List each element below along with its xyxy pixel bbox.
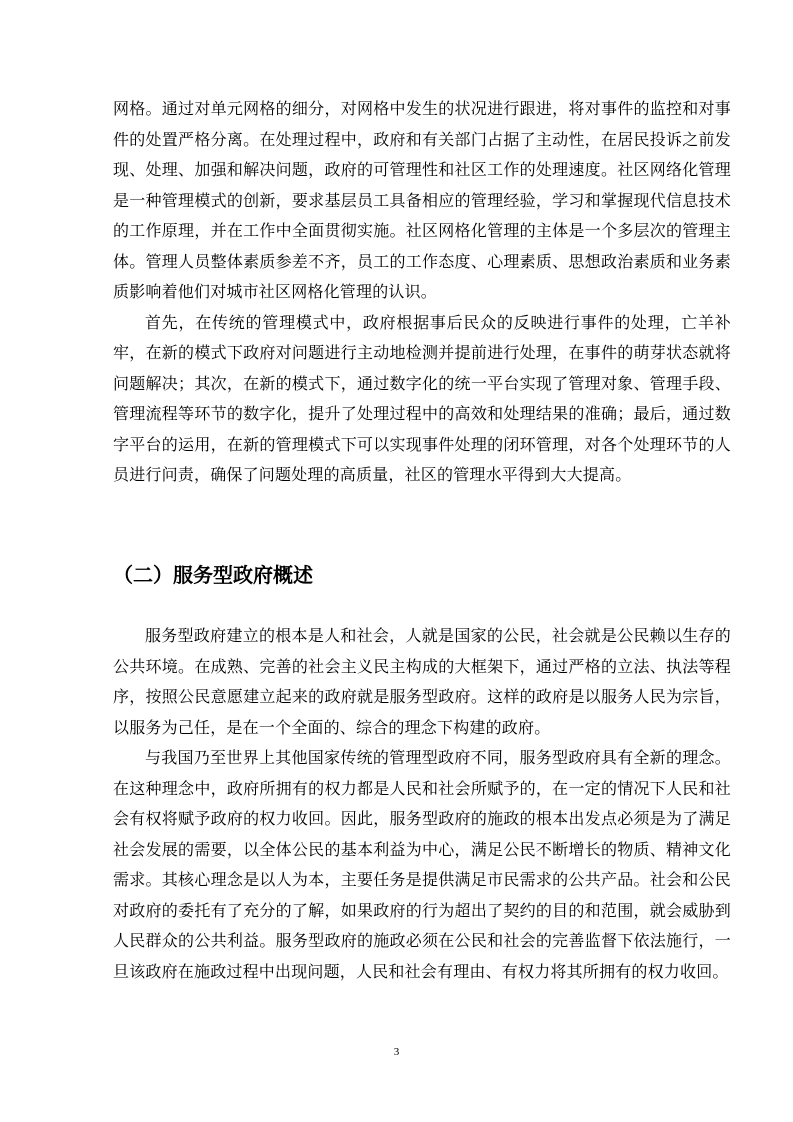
paragraph-service-government-definition: 服务型政府建立的根本是人和社会，人就是国家的公民，社会就是公民赖以生存的公共环境。在成熟、完善的社会主义民主构成的大框架下，通过严格的立法、执法等程序，按照公民意愿建立起来的政府就是服务型政府。这样的政府是以服务人民为宗旨，以服务为己任，是在一个全面的、综合的理念下构建的政府。 (113, 626, 731, 737)
section-lower (113, 621, 731, 987)
paragraph-comparison: 首先，在传统的管理模式中，政府根据事后民众的反映进行事件的处理，亡羊补牢，在新的模式下政府对问题进行主动地检测并提前进行处理，在事件的萌芽状态就将问题解决；其次，在新的模式下，通过数字化的统一平台实现了管理对象、管理手段、管理流程等环节的数字化，提升了处理过程中的高效和处理结果的准确；最后，通过数字平台的运用，在新的管理模式下可以实现事件处理的闭环管理，对各个处理环节的人员进行问责，确保了问题处理的高质量，社区的管理水平得到大大提高。 (113, 312, 731, 484)
paragraph-grid-management: 网格。通过对单元网格的细分，对网格中发生的状况进行跟进，将对事件的监控和对事件的处置严格分离。在处理过程中，政府和有关部门占据了主动性，在居民投诉之前发现、处理、加强和解决问题，政府的可管理性和社区工作的处理速度。社区网络化管理是一种管理模式的创新，要求基层员工具备相应的管理经验，学习和掌握现代信息技术的工作原理，并在工作中全面贯彻实施。社区网格化管理的主体是一个多层次的管理主体。管理人员整体素质参差不齐，员工的工作态度、心理素质、思想政治素质和业务素质影响着他们对城市社区网格化管理的认识。 (113, 99, 731, 301)
page-number: 3 (393, 1046, 400, 1058)
section-upper (113, 94, 731, 491)
paragraph-service-government-concept: 与我国乃至世界上其他国家传统的管理型政府不同，服务型政府具有全新的理念。在这种理念中，政府所拥有的权力都是人民和社会所赋予的，在一定的情况下人民和社会有权将赋予政府的权力收回。因此，服务型政府的施政的根本出发点必须是为了满足社会发展的需要，以全体公民的基本利益为中心，满足公民不断增长的物质、精神文化需求。其核心理念是以人为本，主要任务是提供满足市民需求的公共产品。社会和公民对政府的委托有了充分的了解，如果政府的行为超出了契约的目的和范围，就会威胁到人民群众的公共利益。服务型政府的施政必须在公民和社会的完善监督下依法施行，一旦该政府在施政过程中出现问题，人民和社会有理由、有权力将其所拥有的权力收回。 (113, 748, 731, 981)
section-heading: （二）服务型政府概述 (113, 563, 313, 587)
